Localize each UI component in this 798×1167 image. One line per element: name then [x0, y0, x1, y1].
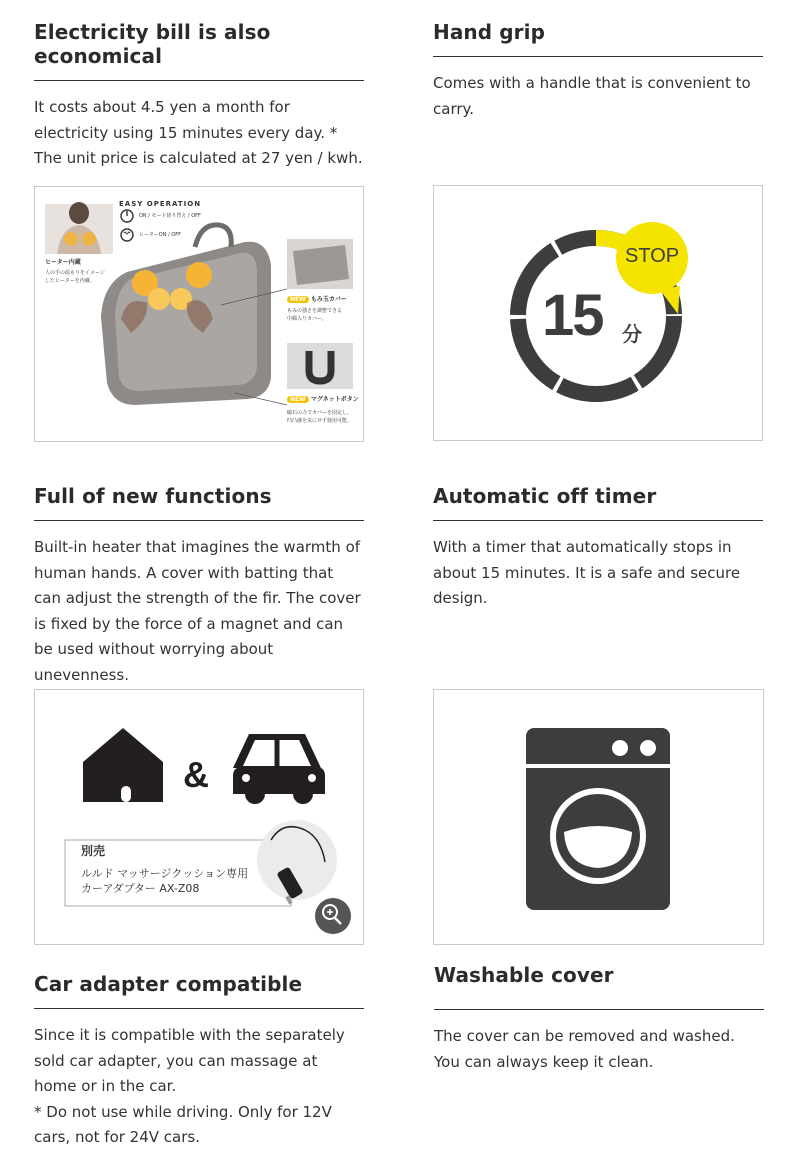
car-illustration [35, 690, 363, 944]
section-text: It costs about 4.5 yen a month for electricity using 15 minutes every day. * The unit price is calculated at 27 yen / kwh. [34, 98, 363, 167]
section-text: Comes with a handle that is convenient to carry. [433, 74, 751, 118]
magnet-text-line: 磁石の力でカバーを固定し、 [287, 410, 353, 416]
section-text: The cover can be removed and washed. You can always keep it clean. [434, 1027, 735, 1071]
section-text-line: Since it is compatible with the separately sold car adapter, you can massage at home or in the car. [34, 1026, 345, 1095]
heater-title: ヒーター内蔵 [45, 259, 81, 266]
section-title: Washable cover [434, 963, 764, 1010]
adapter-line-1: ルルド マッサージクッション専用 [81, 867, 249, 880]
easy-operation-heading: EASY OPERATION [119, 200, 202, 208]
op2-label: ヒーターON / OFF [139, 232, 182, 238]
product-image [34, 186, 364, 442]
section-timer [433, 484, 763, 612]
section-title: Electricity bill is also economical [34, 20, 364, 81]
section-title: Hand grip [433, 20, 763, 57]
section-title: Full of new functions [34, 484, 364, 521]
timer-minutes: 15 [542, 283, 603, 348]
handle [195, 225, 231, 247]
section-title: Car adapter compatible [34, 972, 364, 1009]
magnet-text-line: 凹凸感を気にせず使用可能。 [287, 418, 353, 424]
cover-text [287, 307, 342, 323]
section-text [34, 1023, 364, 1151]
heater-icon [121, 229, 133, 241]
sold-separately-label: 別売 [81, 844, 106, 858]
section-title: Automatic off timer [433, 484, 763, 521]
section-washable [434, 963, 764, 1075]
timer-image [433, 185, 763, 441]
magnet-text [287, 409, 352, 425]
stop-label: STOP [625, 245, 680, 267]
magnet-title-row [287, 394, 359, 403]
heater-text [45, 269, 105, 285]
new-badge: NEW [287, 296, 309, 303]
cover-text-line: もみの強さを調整できる [287, 308, 343, 314]
section-grip [433, 20, 763, 122]
section-text: With a timer that automatically stops in about 15 minutes. It is a safe and secure design. [433, 538, 741, 607]
heater-text-line: したヒーターを内蔵。 [45, 278, 95, 284]
cover-text-line: 中綿入りカバー。 [287, 316, 327, 322]
section-text: Built-in heater that imagines the warmth of human hands. A cover with batting that can adjust the strength of the fir. The cover is fixed by the force of a magnet and can be used without worrying about unevenness. [34, 538, 361, 684]
section-text-note: * Do not use while driving. Only for 12V cars, not for 24V cars. [34, 1102, 332, 1146]
section-electricity [34, 20, 364, 172]
section-car [34, 972, 364, 1151]
timer-unit: 分 [622, 322, 642, 346]
car-adapter-image [34, 689, 364, 945]
heater-text-line: 人の手の温もりをイメージ [45, 270, 105, 276]
massage-ball [186, 262, 212, 288]
zoom-button[interactable] [315, 898, 351, 934]
op1-label: ON / モード切り替え / OFF [139, 213, 201, 219]
washable-image [433, 689, 764, 945]
magnet-title: マグネットボタン [310, 396, 359, 403]
cover-title: もみ玉カバー [310, 296, 347, 303]
cover-title-row [287, 294, 347, 303]
massage-ball [148, 288, 170, 310]
washing-machine-icon [434, 690, 763, 944]
adapter-line-2: カーアダプター AX-Z08 [81, 882, 200, 895]
new-badge: NEW [287, 396, 309, 403]
section-functions [34, 484, 364, 688]
ampersand: & [183, 754, 209, 795]
